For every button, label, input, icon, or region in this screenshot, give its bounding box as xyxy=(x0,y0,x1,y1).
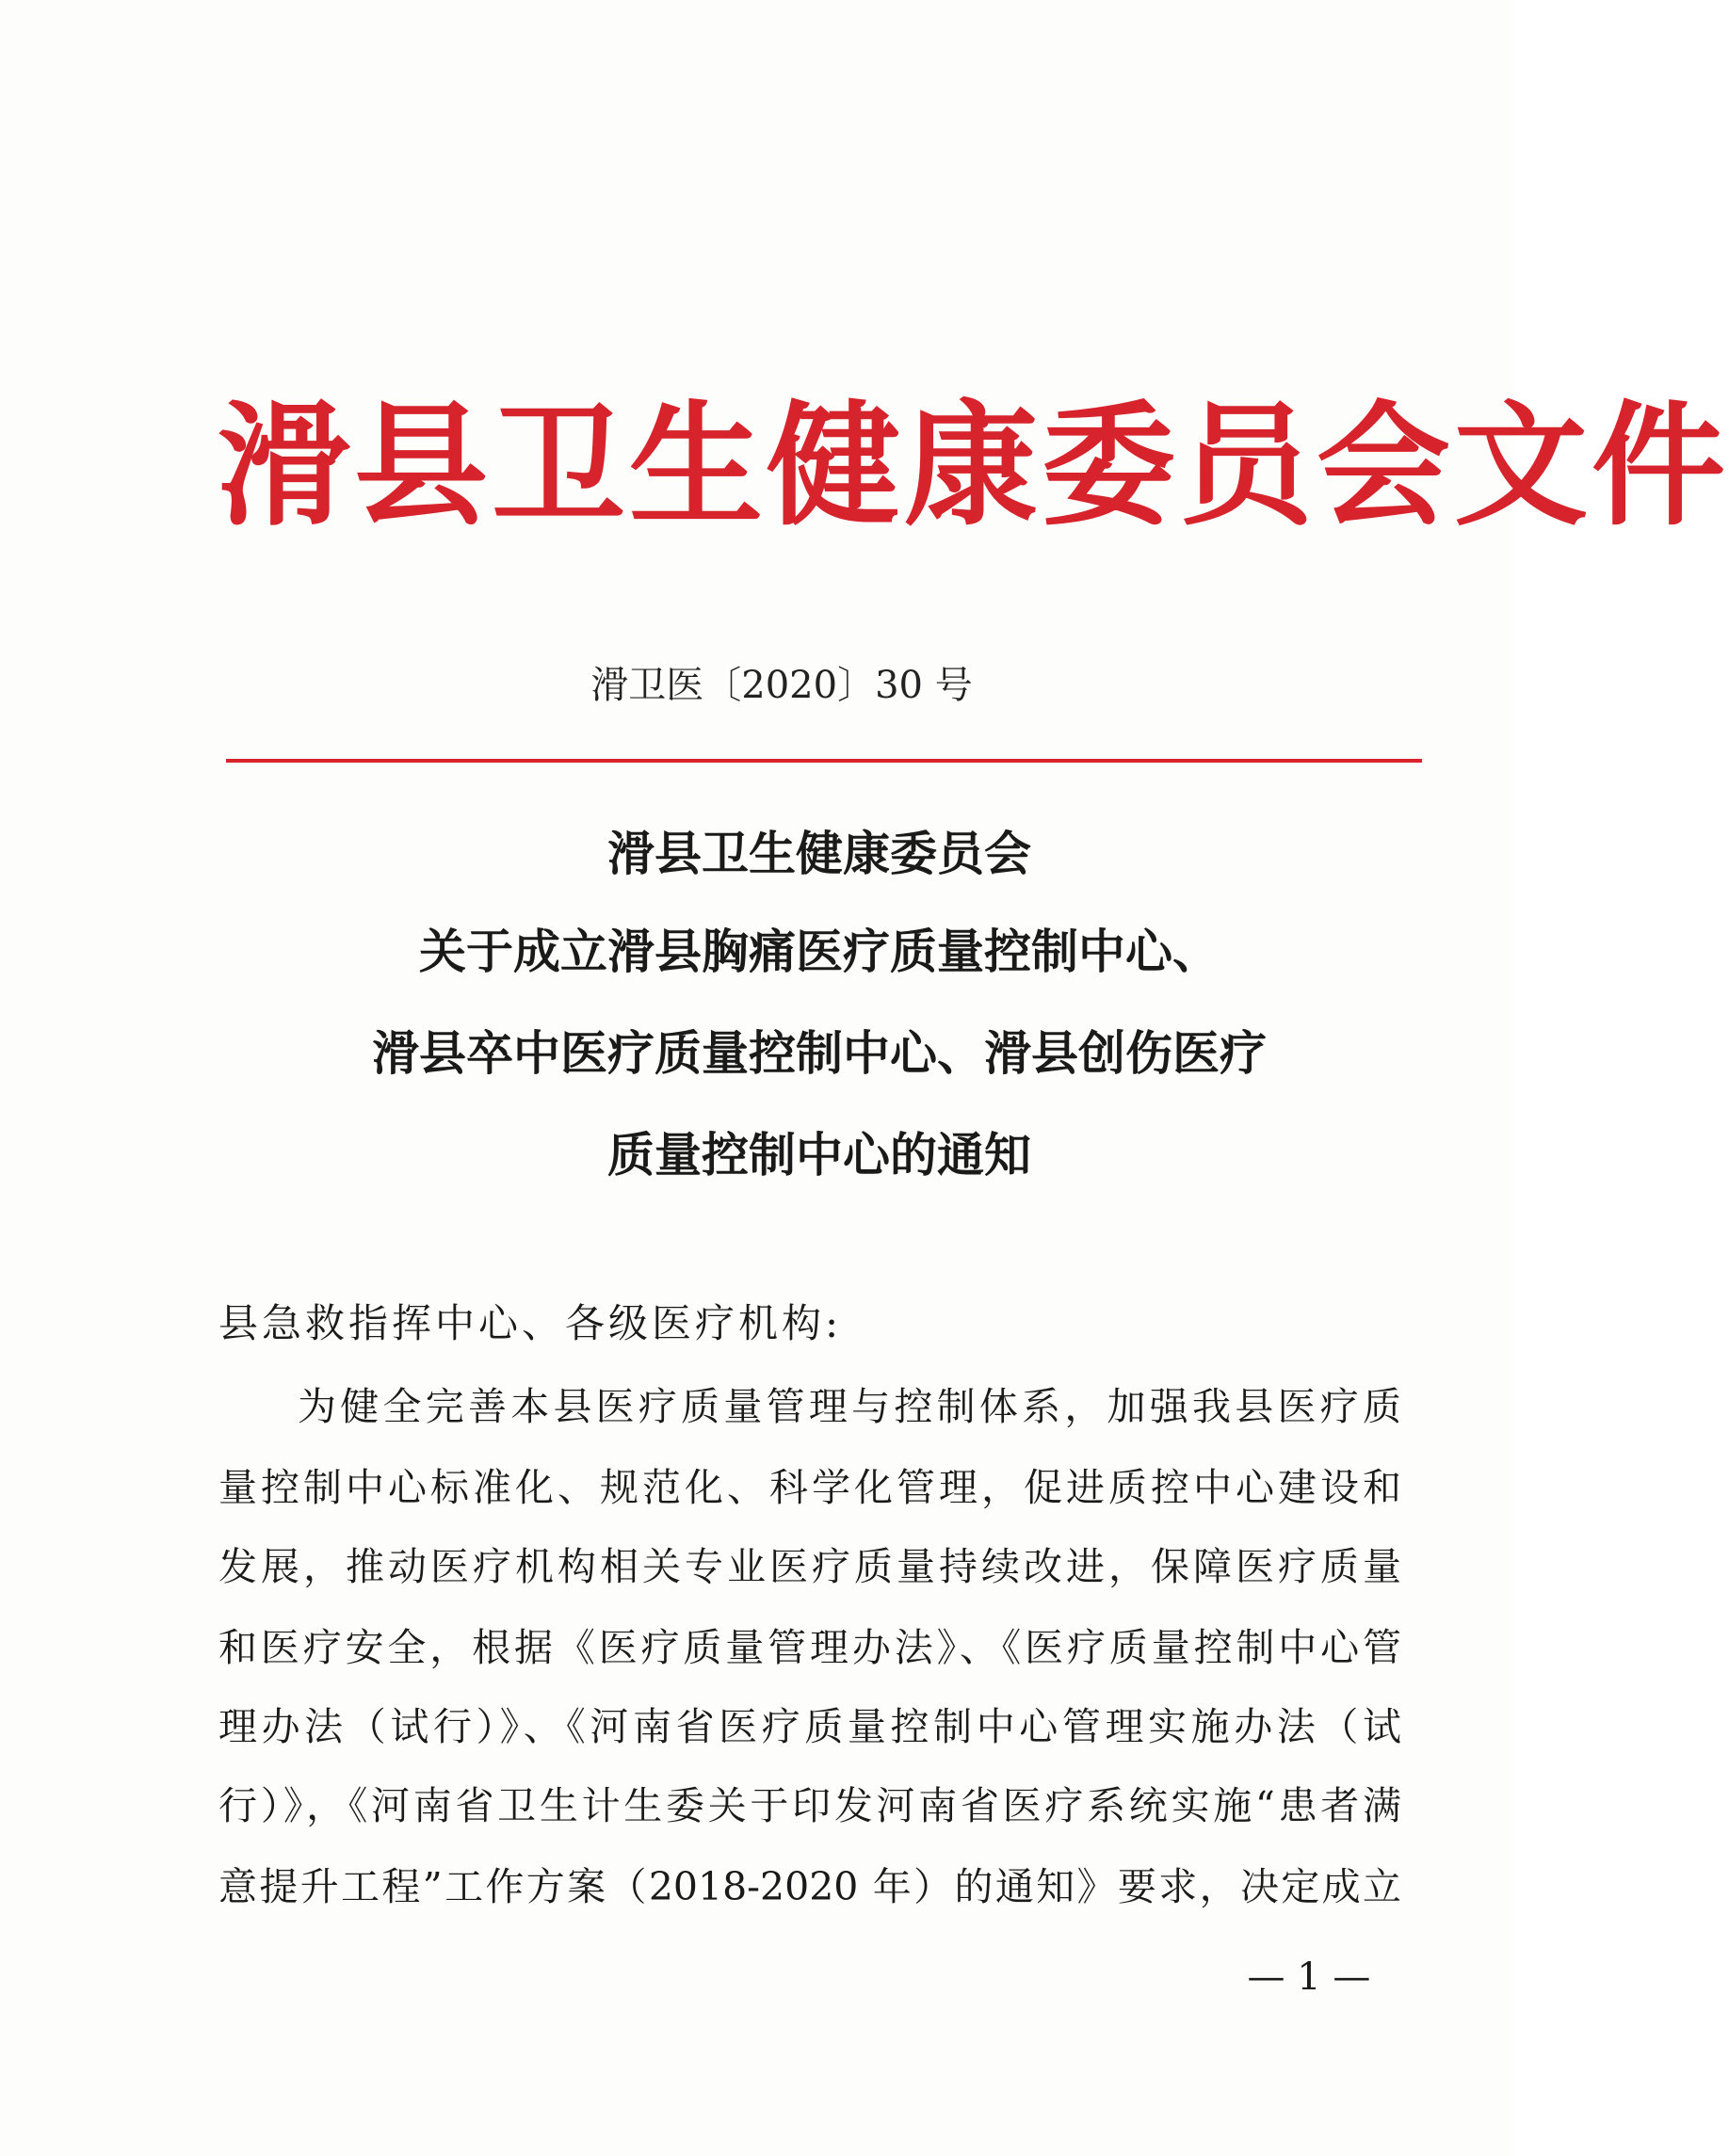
red-divider-line xyxy=(226,759,1422,763)
body-line: 量控制中心标准化、规范化、科学化管理，促进质控中心建设和 xyxy=(218,1465,1401,1510)
title-line-2: 关于成立滑县胸痛医疗质量控制中心、 xyxy=(419,924,1220,979)
salutation: 县急救指挥中心、各级医疗机构: xyxy=(218,1300,843,1346)
body-line: 发展，推动医疗机构相关专业医疗质量持续改进，保障医疗质量 xyxy=(218,1544,1401,1589)
body-line: 意提升工程”工作方案（2018-2020 年）的通知》要求，决定成立 xyxy=(218,1864,1401,1909)
page-number: — 1 — xyxy=(1247,1955,1371,1999)
body-line: 和医疗安全，根据《医疗质量管理办法》、《医疗质量控制中心管 xyxy=(218,1625,1401,1670)
title-line-4: 质量控制中心的通知 xyxy=(607,1127,1031,1183)
body-line: 为健全完善本县医疗质量管理与控制体系，加强我县医疗质 xyxy=(298,1384,1401,1429)
title-line-1: 滑县卫生健康委员会 xyxy=(607,826,1031,881)
document-masthead: 滑县卫生健康委员会文件 xyxy=(217,388,1729,544)
document-number: 滑卫医〔2020〕30 号 xyxy=(590,664,973,707)
body-line: 理办法（试行）》、《河南省医疗质量控制中心管理实施办法（试 xyxy=(218,1704,1401,1749)
body-line: 行）》，《河南省卫生计生委关于印发河南省医疗系统实施“患者满 xyxy=(218,1783,1401,1828)
title-line-3: 滑县卒中医疗质量控制中心、滑县创伤医疗 xyxy=(372,1025,1267,1081)
